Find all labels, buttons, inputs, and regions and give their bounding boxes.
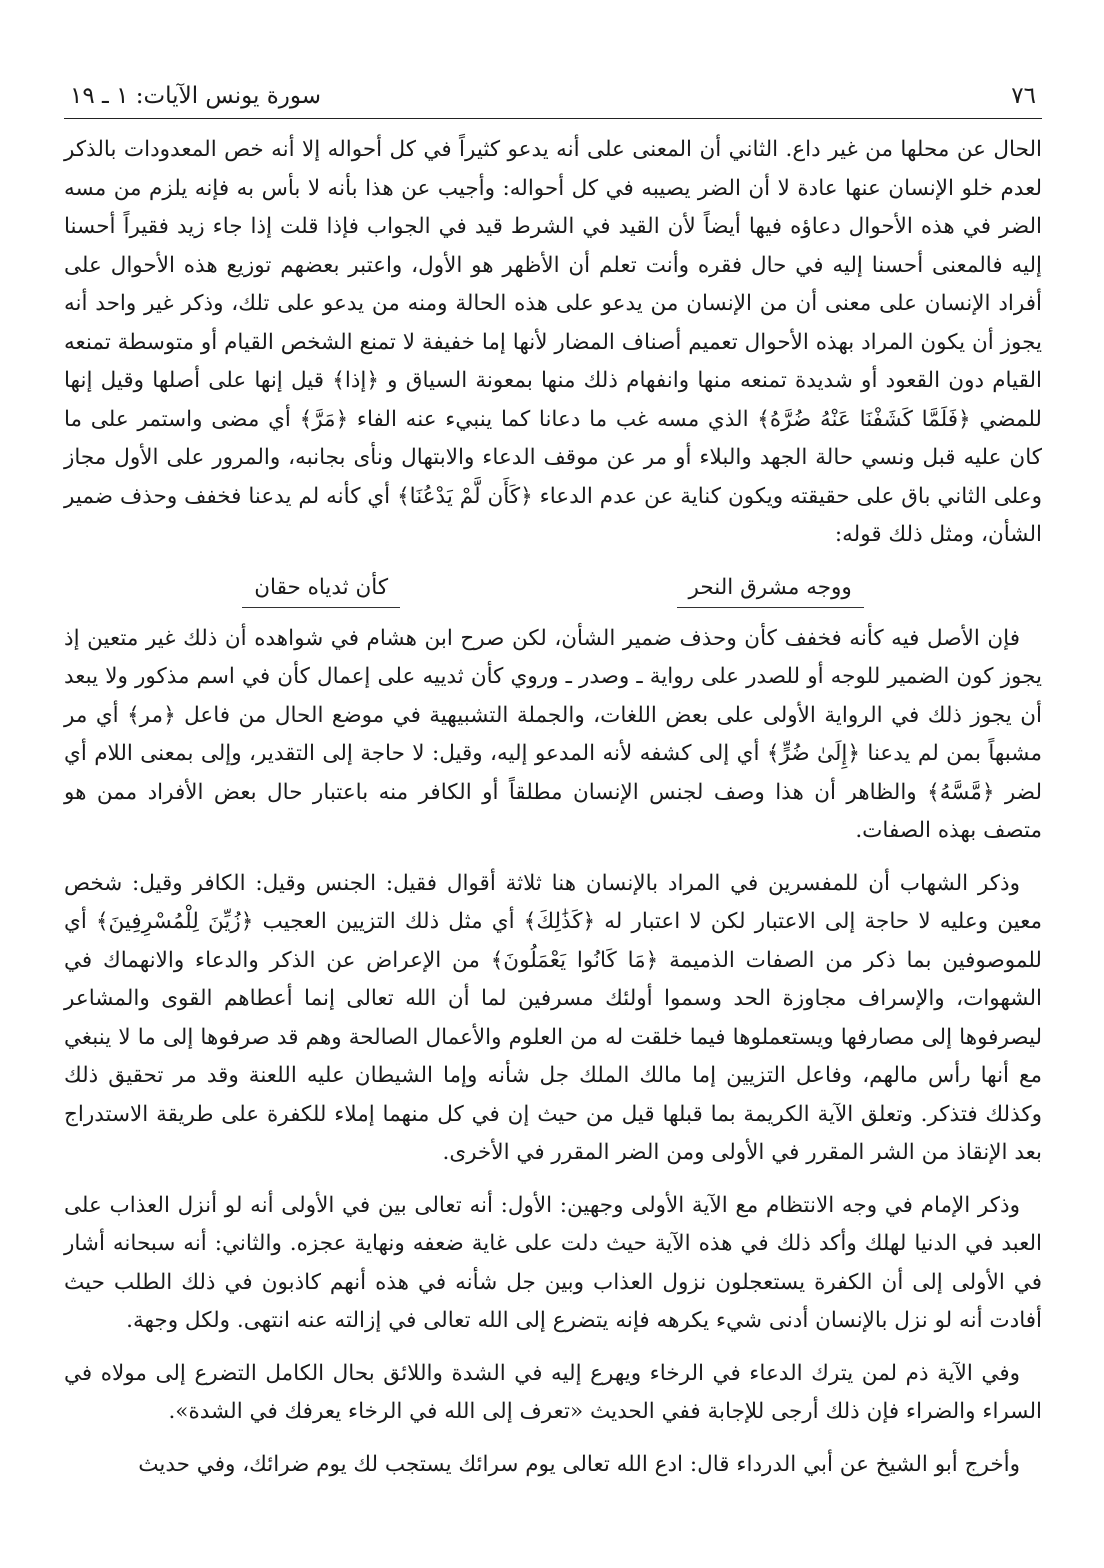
paragraph: وفي الآية ذم لمن يترك الدعاء في الرخاء ويهرع إليه في الشدة واللائق بحال الكامل التضرع إلى مولاه في السراء والضراء فإن ذلك أرجى للإجابة ففي الحديث «تعرف إلى الله في الرخاء يعرفك في الشدة». bbox=[64, 1360, 1042, 1424]
page bbox=[64, 80, 1042, 1498]
paragraph: وأخرج أبو الشيخ عن أبي الدرداء قال: ادع الله تعالى يوم سرائك يستجب لك يوم ضرائك، وفي حديث bbox=[138, 1451, 1020, 1477]
page-header bbox=[64, 80, 1042, 119]
page-number: ٧٦ bbox=[1011, 83, 1036, 109]
verse-first-hemistich: ووجه مشرق النحر bbox=[677, 569, 864, 608]
paragraph: وذكر الشهاب أن للمفسرين في المراد بالإنسان هنا ثلاثة أقوال فقيل: الجنس وقيل: الكافر وقيل: شخص معين وعليه لا حاجة إلى الاعتبار لكن لا اعتبار له ﴿كَذَٰلِكَ﴾ أي مثل ذلك التزيين العجيب ﴿زُيِّنَ لِلْمُسْرِفِينَ﴾ أي للموصوفين بما ذكر من الصفات الذميمة ﴿مَا كَانُوا يَعْمَلُونَ﴾ من الإعراض عن الذكر والدعاء والانهماك في الشهوات، والإسراف مجاوزة الحد وسموا أولئك مسرفين لما أن الله تعالى إنما أعطاهم القوى والمشاعر ليصرفوها إلى مصارفها ويستعملوها فيما خلقت له من العلوم والأعمال الصالحة وهم قد صرفوها إلى ما لا ينبغي مع أنها رأس مالهم، وفاعل التزيين إما مالك الملك جل شأنه وإما الشيطان عليه اللعنة وقد مر تحقيق ذلك وكذلك فتذكر. وتعلق الآية الكريمة بما قبلها قيل من حيث إن في كل منهما إملاء للكفرة على طريقة الاستدراج بعد الإنقاذ من الشر المقرر في الأولى ومن الضر المقرر في الأخرى. bbox=[64, 870, 1042, 1165]
body-text bbox=[64, 131, 1042, 1484]
paragraph: الحال عن محلها من غير داع. الثاني أن المعنى على أنه يدعو كثيراً في كل أحواله إلا أنه خص المعدودات بالذكر لعدم خلو الإنسان عنها عادة لا أن الضر يصيبه في كل أحواله: وأجيب عن هذا بأنه لا بأس به فإنه يلزم من مسه الضر في هذه الأحوال دعاؤه فيها أيضاً لأن القيد في الشرط قيد في الجواب فإذا قلت إذا جاء زيد فقيراً أحسنا إليه فالمعنى أحسنا إليه في حال فقره وأنت تعلم أن الأظهر هو الأول، واعتبر بعضهم توزيع هذه الأحوال على أفراد الإنسان على معنى أن من الإنسان من يدعو على هذه الحالة ومنه من يدعو على تلك، وذكر غير واحد أنه يجوز أن يكون المراد بهذه الأحوال تعميم أصناف المضار لأنها إما خفيفة لا تمنع الشخص القيام أو متوسطة تمنعه القيام دون القعود أو شديدة تمنعه منها وانفهام ذلك منها بمعونة السياق و ﴿إذا﴾ قيل إنها على أصلها وقيل إنها للمضي ﴿فَلَمَّا كَشَفْنَا عَنْهُ ضُرَّهُ﴾ الذي مسه غب ما دعانا كما ينبيء عنه الفاء ﴿مَرَّ﴾ أي مضى واستمر على ما كان عليه قبل ونسي حالة الجهد والبلاء أو مر عن موقف الدعاء والابتهال ونأى بجانبه، والمرور على الأول مجاز وعلى الثاني باق على حقيقته ويكون كناية عن عدم الدعاء ﴿كَأَن لَّمْ يَدْعُنَا﴾ أي كأنه لم يدعنا فخفف وحذف ضمير الشأن، ومثل ذلك قوله: bbox=[64, 137, 1042, 547]
chapter-title: سورة يونس الآيات: ١ ـ ١٩ bbox=[70, 83, 322, 109]
paragraph: وذكر الإمام في وجه الانتظام مع الآية الأولى وجهين: الأول: أنه تعالى بين في الأولى أنه لو أنزل العذاب على العبد في الدنيا لهلك وأكد ذلك في هذه الآية حيث دلت على غاية ضعفه ونهاية عجزه. والثاني: أنه سبحانه أشار في الأولى إلى أن الكفرة يستعجلون نزول العذاب وبين جل شأنه في هذه أنهم كاذبون في ذلك الطلب حيث أفادت أنه لو نزل بالإنسان أدنى شيء يكرهه فإنه يتضرع إلى الله تعالى في إزالته عنه انتهى. ولكل وجهة. bbox=[64, 1192, 1042, 1333]
verse-second-hemistich: كأن ثدياه حقان bbox=[242, 569, 400, 608]
poetry-verse bbox=[104, 569, 1002, 608]
paragraph: فإن الأصل فيه كأنه فخفف كأن وحذف ضمير الشأن، لكن صرح ابن هشام في شواهده أن ذلك غير متعين إذ يجوز كون الضمير للوجه أو للصدر على رواية ـ وصدر ـ وروي كأن ثدييه على إعمال كأن في اسم مذكور ولا يبعد أن يجوز ذلك في الرواية الأولى على بعض اللغات، والجملة التشبيهية في موضع الحال من فاعل ﴿مر﴾ أي مر مشبهاً بمن لم يدعنا ﴿إِلَىٰ ضُرٍّ﴾ أي إلى كشفه لأنه المدعو إليه، وقيل: لا حاجة إلى التقدير، وإلى بمعنى اللام أي لضر ﴿مَّسَّهُ﴾ والظاهر أن هذا وصف لجنس الإنسان مطلقاً أو الكافر منه باعتبار حال بعض الأفراد ممن هو متصف بهذه الصفات. bbox=[64, 625, 1042, 843]
